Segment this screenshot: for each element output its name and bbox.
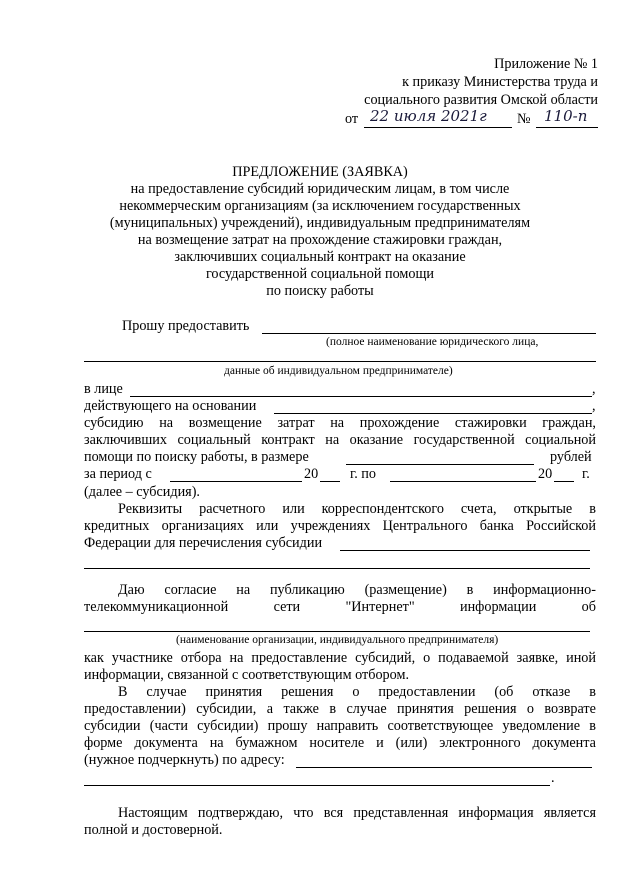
word: Российской xyxy=(526,518,596,534)
appendix-line-1: Приложение № 1 xyxy=(494,56,598,72)
in-person-label: в лице xyxy=(84,381,123,397)
title-line: на возмещение затрат на прохождение стажировки граждан, xyxy=(137,232,503,248)
word: решения xyxy=(464,701,517,717)
word: учреждениях xyxy=(290,518,371,534)
title-line: (муниципальных) учреждений), индивидуальным предпринимателям xyxy=(109,215,531,231)
word: расчетного xyxy=(199,501,266,517)
word: кредитных xyxy=(84,518,150,534)
appendix-line-3: социального развития Омской области xyxy=(364,92,598,108)
bank-line-3: Федерации для перечисления субсидии xyxy=(84,535,323,551)
acting-label: действующего на основании xyxy=(84,398,257,414)
participant-line-1: как участнике отбора на предоставление субсидий, о подаваемой заявке, иной xyxy=(84,650,596,666)
word: об xyxy=(581,599,596,615)
year-prefix: 20 xyxy=(538,466,553,482)
decision-line-2 xyxy=(84,701,596,718)
consent-line-1 xyxy=(118,582,596,599)
word: бумажном xyxy=(235,735,298,751)
address-field-2[interactable] xyxy=(84,785,550,786)
word: о xyxy=(352,684,360,700)
word: на xyxy=(236,582,251,598)
hint-organization: (наименование организации, индивидуального предпринимателя) xyxy=(176,634,499,646)
title-line: на предоставление субсидий юридическим лицам, в том числе xyxy=(130,181,510,197)
word: принятия xyxy=(397,701,454,717)
subsidy-line-1 xyxy=(84,415,596,432)
appendix-date-prefix: от xyxy=(345,111,359,127)
word: в xyxy=(329,701,337,717)
word: форме xyxy=(84,735,123,751)
word: или xyxy=(282,501,305,517)
comma: , xyxy=(592,381,596,397)
subsidy-line-3: помощи по поиску работы, в размере xyxy=(84,449,309,465)
period-end-field[interactable] xyxy=(390,481,536,482)
word: также xyxy=(283,701,319,717)
word: на xyxy=(330,415,345,431)
bank-account-field[interactable] xyxy=(340,550,590,551)
word: в xyxy=(589,718,596,734)
word: и xyxy=(376,735,384,751)
title-line: государственной социальной помощи xyxy=(205,266,435,282)
word: (размещение) xyxy=(364,582,447,598)
word: субсидии xyxy=(84,718,141,734)
word: принятия xyxy=(205,684,263,700)
word: предоставлении) xyxy=(84,701,186,717)
word: корреспондентского xyxy=(321,501,444,517)
organization-name-field[interactable] xyxy=(84,631,590,632)
handwritten-date: 22 июля 2021г xyxy=(370,107,487,125)
word: Центрального xyxy=(382,518,468,534)
word: на xyxy=(209,735,224,751)
decision-line-1 xyxy=(118,684,596,701)
word: о xyxy=(526,701,534,717)
comma: , xyxy=(592,398,596,414)
word: возмещение xyxy=(188,415,262,431)
word: субсидии, xyxy=(196,701,257,717)
period-start-field[interactable] xyxy=(170,481,302,482)
word: субсидию xyxy=(84,415,144,431)
subsidy-line-2: заключивших социальный контракт на оказание государственной социальной xyxy=(84,432,596,448)
word: счета, xyxy=(460,501,497,517)
word: в xyxy=(589,501,596,517)
rubles-label: рублей xyxy=(550,449,592,465)
period-start-year-field[interactable] xyxy=(320,481,340,482)
title-line: по поиску работы xyxy=(266,283,374,299)
word: документа xyxy=(532,735,596,751)
confirm-line-1: Настоящим подтверждаю, что вся представленная информация является xyxy=(118,805,596,821)
period-end-year-field[interactable] xyxy=(554,481,574,482)
word: направить xyxy=(316,718,379,734)
word: информации xyxy=(459,599,537,615)
word: стажировки xyxy=(454,415,527,431)
word: возврате xyxy=(544,701,596,717)
word: граждан, xyxy=(542,415,596,431)
word: на xyxy=(159,415,174,431)
word: прохождение xyxy=(359,415,440,431)
word: организациях xyxy=(161,518,244,534)
period-end: . xyxy=(551,770,555,786)
word: Даю xyxy=(118,582,145,598)
word: носителе xyxy=(309,735,365,751)
subsidy-note: (далее – субсидия). xyxy=(84,484,200,500)
word: (части xyxy=(149,718,188,734)
word: "Интернет" xyxy=(345,599,415,615)
handwritten-number: 110-п xyxy=(544,107,588,125)
document-title: ПРЕДЛОЖЕНИЕ (ЗАЯВКА) xyxy=(232,164,408,180)
word: публикацию xyxy=(269,582,345,598)
word: субсидии) xyxy=(197,718,259,734)
representative-field[interactable] xyxy=(130,396,592,397)
word: (или) xyxy=(395,735,428,751)
appendix-number-sign: № xyxy=(517,111,531,127)
word: В xyxy=(118,684,128,700)
decision-line-5: (нужное подчеркнуть) по адресу: xyxy=(84,752,285,768)
number-underline xyxy=(536,127,598,128)
word: открытые xyxy=(513,501,573,517)
period-label: за период с xyxy=(84,466,152,482)
word: в xyxy=(466,582,474,598)
word: решения xyxy=(281,684,334,700)
word: отказе xyxy=(532,684,571,700)
appendix-line-2: к приказу Министерства труда и xyxy=(402,74,598,90)
consent-line-2 xyxy=(84,599,596,616)
word: электронного xyxy=(439,735,521,751)
address-field[interactable] xyxy=(296,767,592,768)
year-to-label: г. по xyxy=(350,466,376,482)
title-line: заключивших социальный контракт на оказание xyxy=(174,249,466,265)
word: случае xyxy=(146,684,187,700)
participant-line-2: информации, связанной с соответствующим отбором. xyxy=(84,667,409,683)
word: Реквизиты xyxy=(118,501,183,517)
bank-line-2 xyxy=(84,518,596,535)
year-prefix: 20 xyxy=(304,466,319,482)
word: сети xyxy=(273,599,301,615)
word: уведомление xyxy=(502,718,581,734)
applicant-name-field[interactable] xyxy=(262,333,596,334)
basis-field[interactable] xyxy=(274,413,592,414)
request-label: Прошу предоставить xyxy=(122,318,250,334)
amount-field[interactable] xyxy=(346,464,534,465)
decision-line-4 xyxy=(84,735,596,752)
hint-entrepreneur: данные об индивидуальном предпринимателе) xyxy=(224,365,453,377)
hint-legal-entity: (полное наименование юридического лица, xyxy=(326,336,539,348)
word: случае xyxy=(346,701,387,717)
decision-line-3 xyxy=(84,718,596,735)
word: документа xyxy=(134,735,198,751)
confirm-line-2: полной и достоверной. xyxy=(84,822,223,838)
applicant-name-field-2[interactable] xyxy=(84,361,596,362)
word: затрат xyxy=(277,415,315,431)
date-underline xyxy=(364,127,512,128)
word: банка xyxy=(479,518,514,534)
word: или xyxy=(256,518,279,534)
year-suffix: г. xyxy=(582,466,590,482)
word: соответствующее xyxy=(387,718,494,734)
title-line: некоммерческим организациям (за исключением государственных xyxy=(119,198,521,214)
word: информационно- xyxy=(493,582,596,598)
word: предоставлении xyxy=(378,684,476,700)
word: в xyxy=(589,684,596,700)
bank-account-field-2[interactable] xyxy=(84,568,590,569)
word: прошу xyxy=(267,718,308,734)
word: телекоммуникационной xyxy=(84,599,229,615)
bank-line-1 xyxy=(118,501,596,518)
word: а xyxy=(266,701,274,717)
word: (об xyxy=(494,684,514,700)
word: согласие xyxy=(164,582,217,598)
